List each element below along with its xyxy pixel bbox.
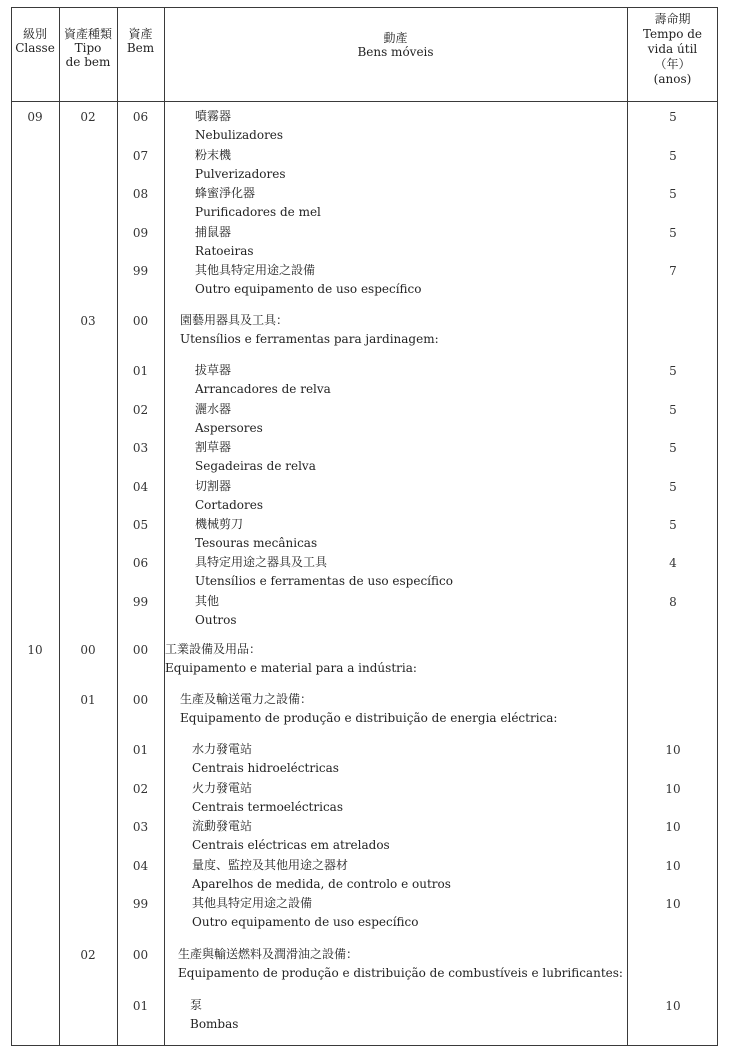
column-divider: [164, 7, 165, 1046]
row-desc-zh: 生產與輸送燃料及潤滑油之設備：: [178, 947, 359, 961]
row-desc-pt: Utensílios e ferramentas de uso específico: [195, 574, 453, 588]
row-bem: 00: [132, 948, 149, 962]
row-bem: 02: [132, 403, 149, 417]
row-desc-pt: Bombas: [190, 1017, 239, 1031]
row-desc-zh: 具特定用途之器具及工具: [195, 555, 328, 569]
column-divider: [59, 7, 60, 1046]
header-tipo-pt1: Tipo: [74, 41, 102, 55]
row-desc-pt: Nebulizadores: [195, 128, 284, 142]
header-bem: [117, 27, 164, 55]
row-bem: 03: [132, 820, 149, 834]
header-tipo: [59, 27, 117, 69]
row-desc-pt: Aspersores: [195, 421, 263, 435]
row-desc-pt: Equipamento de produção e distribuição de energia eléctrica:: [180, 711, 558, 725]
row-bem: 01: [132, 364, 149, 378]
row-life: 5: [669, 226, 677, 240]
row-desc-zh: 量度、監控及其他用途之器材: [192, 858, 349, 872]
row-life: 5: [669, 187, 677, 201]
row-desc-zh: 灑水器: [195, 402, 232, 416]
row-bem: 00: [132, 693, 149, 707]
row-desc-zh: 拔草器: [195, 363, 232, 377]
row-bem: 00: [132, 314, 149, 328]
row-life: 8: [669, 595, 677, 609]
header-bem-zh: 資產: [128, 27, 153, 41]
row-desc-pt: Equipamento de produção e distribuição de combustíveis e lubrificantes:: [178, 966, 623, 980]
header-bens-pt: Bens móveis: [357, 45, 434, 59]
row-desc-pt: Outro equipamento de uso específico: [192, 915, 419, 929]
row-desc-pt: Centrais eléctricas em atrelados: [192, 838, 390, 852]
header-classe-pt: Classe: [15, 41, 55, 55]
row-bem: 06: [132, 110, 149, 124]
row-bem: 99: [132, 595, 149, 609]
row-desc-pt: Cortadores: [195, 498, 264, 512]
row-desc-zh: 流動發電站: [192, 819, 253, 833]
row-life: 10: [665, 743, 681, 757]
row-life: 5: [669, 364, 677, 378]
row-life: 10: [665, 897, 681, 911]
row-life: 10: [665, 820, 681, 834]
row-bem: 04: [132, 859, 149, 873]
row-life: 10: [665, 999, 681, 1013]
row-classe: 09: [27, 110, 43, 124]
row-bem: 07: [132, 149, 149, 163]
row-desc-zh: 生產及輸送電力之設備：: [180, 692, 313, 706]
row-desc-pt: Ratoeiras: [195, 244, 254, 258]
header-bens-zh: 動產: [383, 31, 408, 45]
row-desc-pt: Purificadores de mel: [195, 205, 321, 219]
row-desc-pt: Outro equipamento de uso específico: [195, 282, 422, 296]
header-tipo-zh: 資產種類: [63, 27, 112, 41]
row-desc-pt: Equipamento e material para a indústria:: [165, 661, 417, 675]
row-desc-pt: Centrais termoeléctricas: [192, 800, 343, 814]
row-tipo: 01: [80, 693, 96, 707]
row-desc-zh: 泵: [190, 998, 203, 1012]
row-desc-zh: 蜂蜜淨化器: [195, 186, 256, 200]
header-tipo-pt2: de bem: [65, 55, 111, 69]
row-desc-zh: 粉末機: [195, 148, 232, 162]
row-bem: 99: [132, 264, 149, 278]
header-vida-pt1: Tempo de: [642, 27, 703, 41]
row-desc-zh: 割草器: [195, 440, 232, 454]
row-classe: 10: [27, 643, 43, 657]
row-desc-zh: 水力發電站: [192, 742, 253, 756]
row-desc-zh: 其他具特定用途之設備: [192, 896, 313, 910]
row-bem: 09: [132, 226, 149, 240]
row-life: 10: [665, 859, 681, 873]
row-desc-zh: 其他具特定用途之設備: [195, 263, 316, 277]
row-tipo: 00: [80, 643, 96, 657]
row-desc-zh: 其他: [195, 594, 220, 608]
header-divider: [11, 101, 718, 102]
header-vida-pt2: vida útil: [647, 42, 698, 56]
row-life: 5: [669, 149, 677, 163]
row-tipo: 03: [80, 314, 96, 328]
header-bens: [164, 31, 627, 59]
row-desc-zh: 捕鼠器: [195, 225, 232, 239]
header-vida-zh: 壽命期: [654, 12, 691, 26]
row-desc-pt: Tesouras mecânicas: [195, 536, 318, 550]
row-desc-pt: Arrancadores de relva: [195, 382, 331, 396]
row-desc-pt: Utensílios e ferramentas para jardinagem:: [180, 332, 439, 346]
header-classe: [11, 27, 59, 55]
row-bem: 01: [132, 999, 149, 1013]
row-bem: 05: [132, 518, 149, 532]
row-desc-pt: Pulverizadores: [195, 167, 286, 181]
row-desc-pt: Segadeiras de relva: [195, 459, 316, 473]
row-life: 5: [669, 441, 677, 455]
header-bem-pt: Bem: [126, 41, 155, 55]
row-desc-zh: 火力發電站: [192, 781, 253, 795]
row-life: 5: [669, 403, 677, 417]
row-desc-zh: 機械剪刀: [195, 517, 244, 531]
row-bem: 06: [132, 556, 149, 570]
row-life: 5: [669, 518, 677, 532]
row-life: 5: [669, 480, 677, 494]
row-bem: 99: [132, 897, 149, 911]
row-desc-zh: 噴霧器: [195, 109, 232, 123]
header-classe-zh: 級別: [22, 27, 47, 41]
row-desc-zh: 園藝用器具及工具：: [180, 313, 289, 327]
row-bem: 00: [132, 643, 149, 657]
row-desc-pt: Outros: [195, 613, 237, 627]
row-tipo: 02: [80, 110, 96, 124]
header-vida-pt3: (anos): [653, 72, 692, 86]
row-life: 4: [669, 556, 677, 570]
row-desc-zh: 工業設備及用品：: [165, 642, 262, 656]
row-desc-zh: 切割器: [195, 479, 232, 493]
row-life: 10: [665, 782, 681, 796]
row-bem: 04: [132, 480, 149, 494]
row-life: 5: [669, 110, 677, 124]
row-bem: 03: [132, 441, 149, 455]
header-vida: [627, 12, 718, 87]
row-life: 7: [669, 264, 677, 278]
row-tipo: 02: [80, 948, 96, 962]
header-vida-zh2: （年）: [654, 57, 691, 71]
row-bem: 01: [132, 743, 149, 757]
row-bem: 02: [132, 782, 149, 796]
row-bem: 08: [132, 187, 149, 201]
row-desc-pt: Aparelhos de medida, de controlo e outros: [192, 877, 451, 891]
row-desc-pt: Centrais hidroeléctricas: [192, 761, 339, 775]
